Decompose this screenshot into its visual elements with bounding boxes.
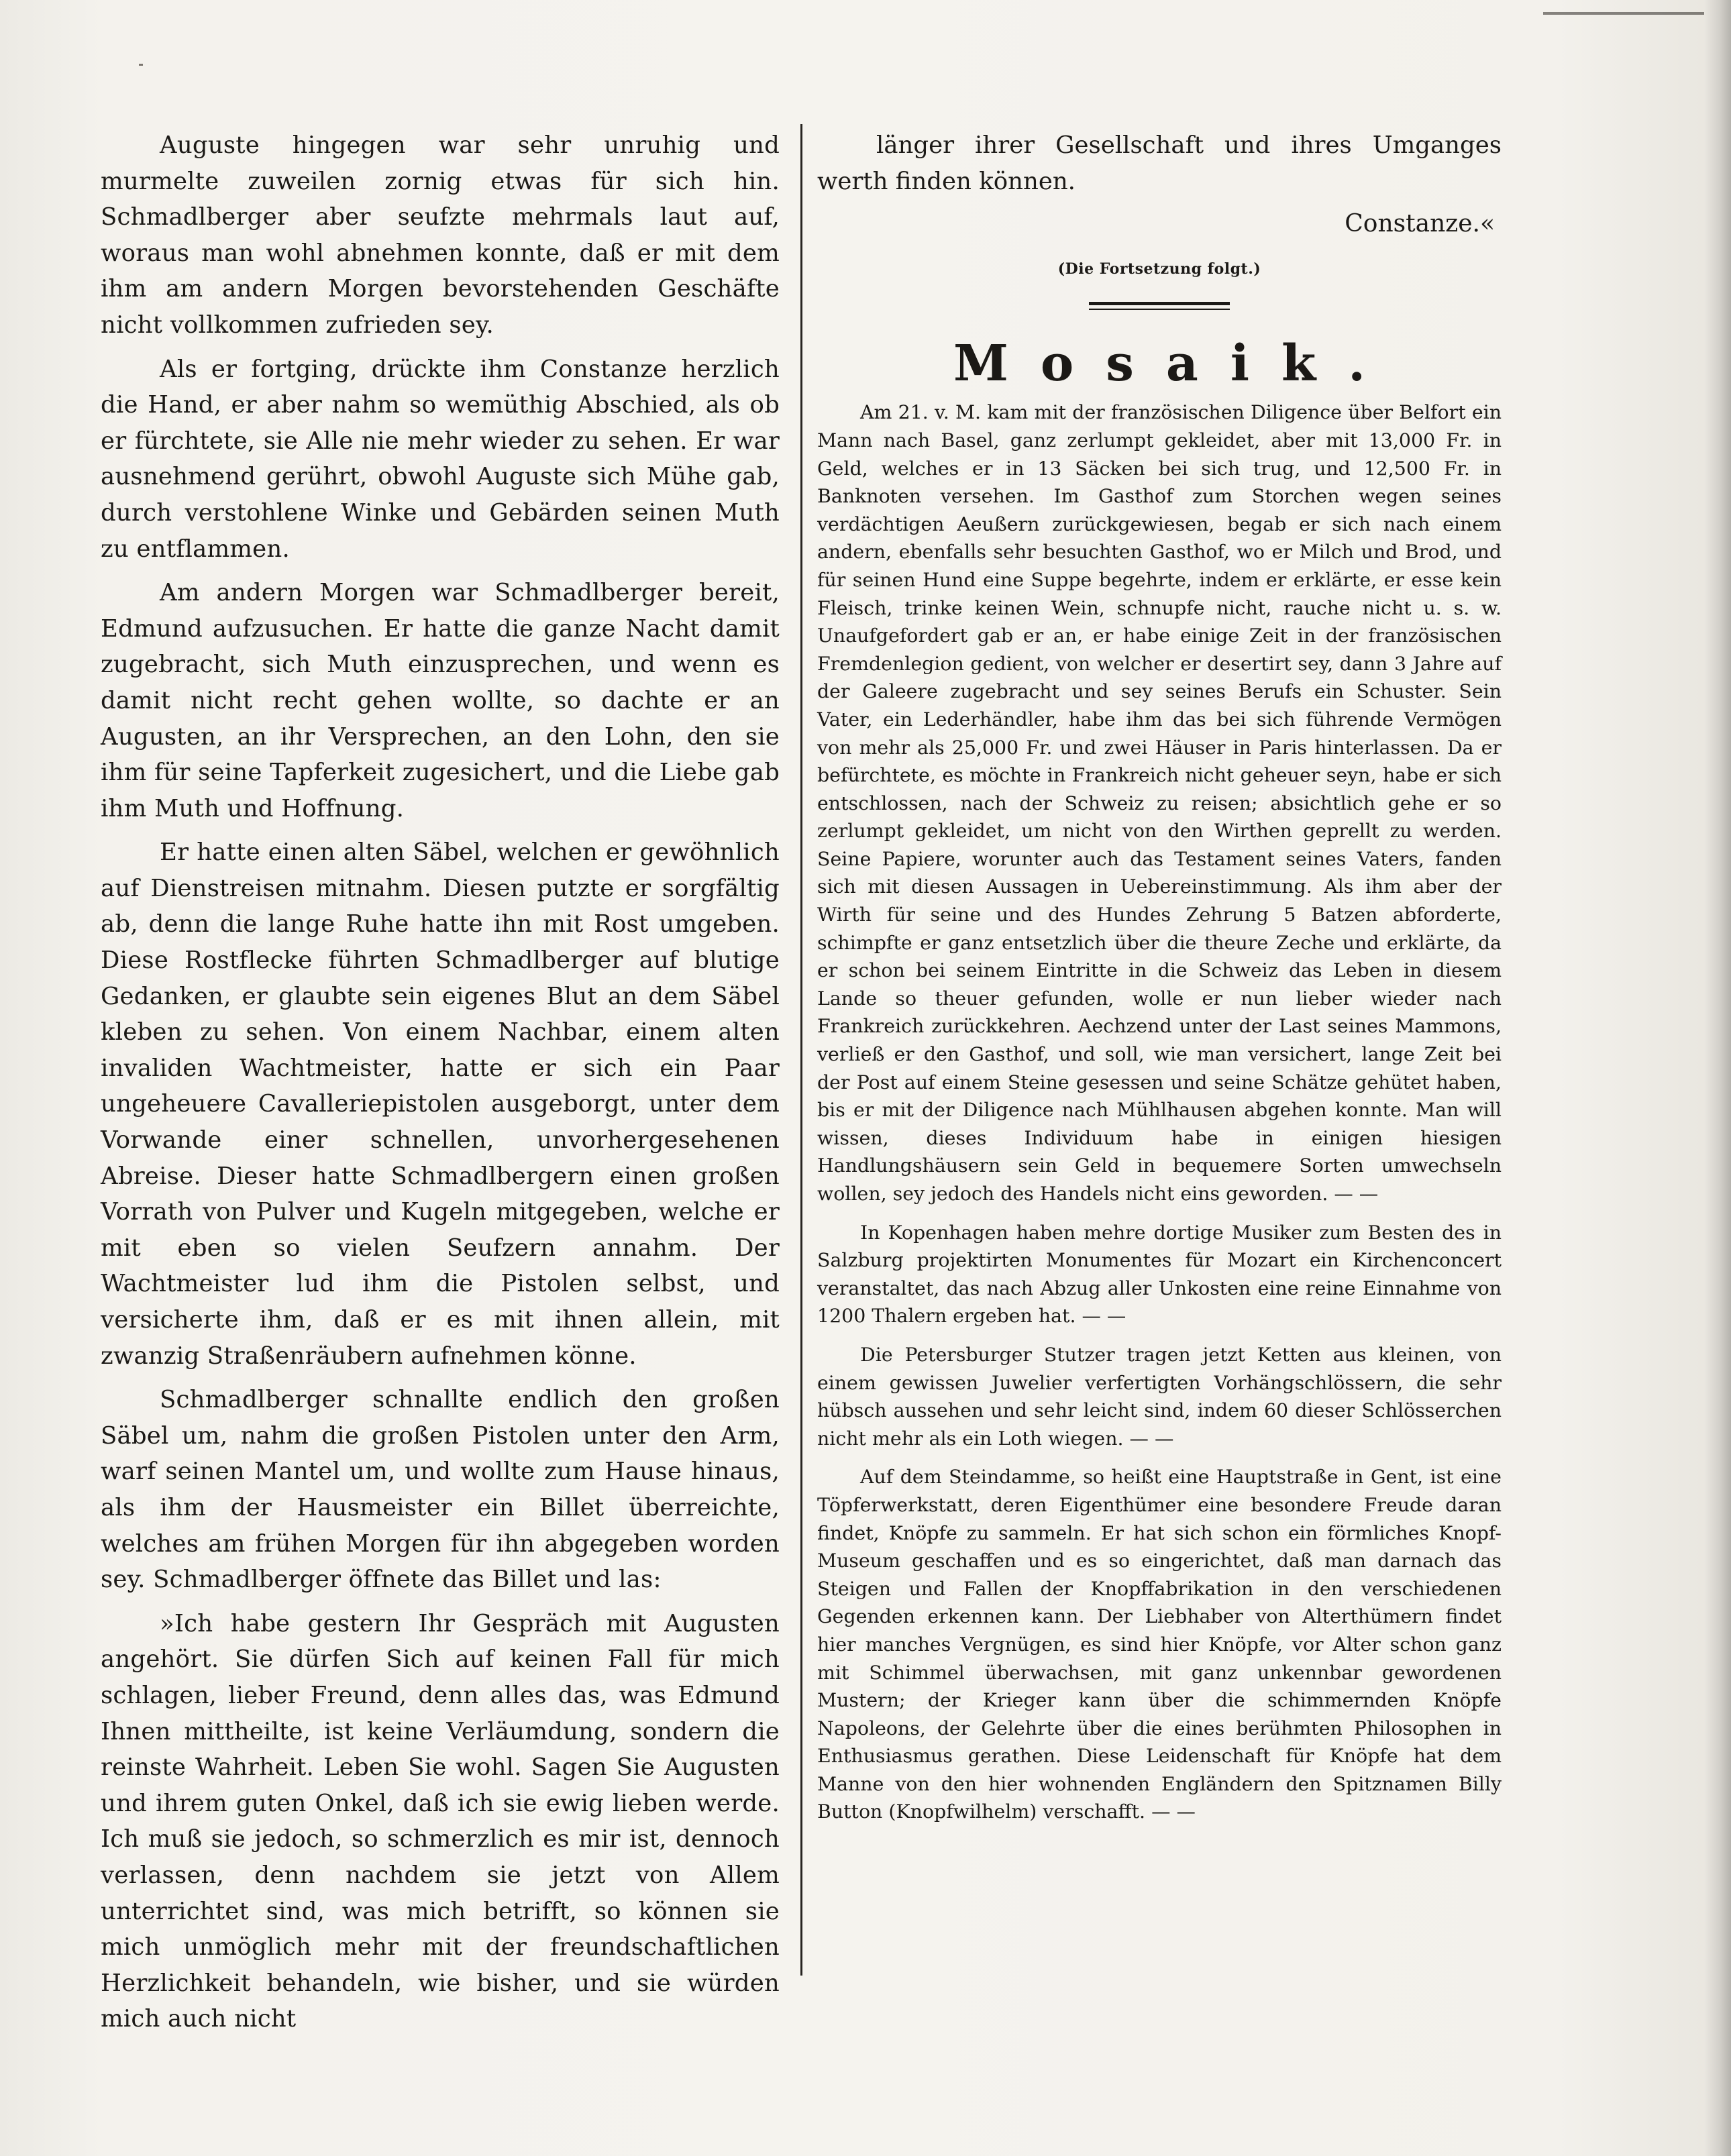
story-paragraph: Als er fortging, drückte ihm Constanze herzlich die Hand, er aber nahm so wemüthig Abschied, als ob er fürchtete, sie Alle nie mehr wieder zu sehen. Er war ausnehmend gerührt, obwohl Auguste sich Mühe gab, durch verstohlene Winke und Gebärden seinen Muth zu entflammen. <box>101 355 780 563</box>
continued-note: (Die Fortsetzung folgt.) <box>1057 260 1261 278</box>
story-paragraph: Auguste hingegen war sehr unruhig und murmelte zuweilen zornig etwas für sich hin. Schmadlberger aber seufzte mehrmals laut auf, woraus man wohl abnehmen konnte, daß er mit dem ihm am andern Morgen bevorstehenden Geschäfte nicht vollkommen zufrieden sey. <box>101 131 780 339</box>
right-column <box>817 127 1502 1826</box>
letter-signature: Constanze.« <box>1345 210 1495 238</box>
mosaik-section <box>817 398 1502 1826</box>
news-item: Am 21. v. M. kam mit der französischen Diligence über Belfort ein Mann nach Basel, ganz zerlumpt gekleidet, aber mit 13,000 Fr. in Geld, welches er in 13 Säcken bei sich trug, und 12,500 Fr. in Banknoten versehen. Im Gasthof zum Storchen wegen seines verdächtigen Aeußern zurückgewiesen, begab er sich nach einem andern, ebenfalls sehr besuchten Gasthof, wo er Milch und Brod, und für seinen Hund eine Suppe begehrte, indem er erklärte, er esse kein Fleisch, trinke keinen Wein, schnupfe nicht, rauche nicht u. s. w. Unaufgefordert gab er an, er habe einige Zeit in der französischen Fremdenlegion gedient, von welcher er desertirt sey, dann 3 Jahre auf der Galeere zugebracht und sey seines Berufs ein Schuster. Sein Vater, ein Lederhändler, habe ihm das bei sich führende Vermögen von mehr als 25,000 Fr. und zwei Häuser in Paris hinterlassen. Da er befürchtete, es möchte in Frankreich nicht geheuer seyn, habe er sich entschlossen, nach der Schweiz zu reisen; absichtlich gehe er so zerlumpt gekleidet, um nicht von den Wirthen geprellt zu werden. Seine Papiere, worunter auch das Testament seines Vaters, fanden sich mit diesen Aussagen in Uebereinstimmung. Als ihm aber der Wirth für seine und des Hundes Zehrung 5 Batzen abforderte, schimpfte er ganz entsetzlich über die theure Zeche und erklärte, da er schon bei seinem Eintritte in die Schweiz das Leben in diesem Lande so theuer gefunden, wolle er nun lieber wieder nach Frankreich zurückkehren. Aechzend unter der Last seines Mammons, verließ er den Gasthof, und soll, wie man versichert, lange Zeit bei der Post auf einem Steine gesessen und seine Schätze gehütet haben, bis er mit der Diligence nach Mühlhausen abgehen konnte. Man will wissen, dieses Individuum habe in einigen hiesigen Handlungshäusern sein Geld in bequemere Sorten umwechseln wollen, sey jedoch des Handels nicht eins geworden. — — <box>817 401 1502 1205</box>
story-paragraph: Am andern Morgen war Schmadlberger bereit, Edmund aufzusuchen. Er hatte die ganze Nacht damit zugebracht, sich Muth einzusprechen, und wenn es damit nicht recht gehen wollte, so dachte er an Augusten, an ihr Versprechen, an den Lohn, den sie ihm für seine Tapferkeit zugesichert, und die Liebe gab ihm Muth und Hoffnung. <box>101 579 780 822</box>
column-divider <box>800 124 802 1976</box>
pencil-mark <box>139 64 143 66</box>
section-separator-rule <box>1089 302 1230 310</box>
news-item: In Kopenhagen haben mehre dortige Musiker zum Besten des in Salzburg projektirten Monumentes für Mozart ein Kirchenconcert veranstaltet, das nach Abzug aller Unkosten eine reine Einnahme von 1200 Thalern ergeben hat. — — <box>817 1221 1502 1328</box>
section-title: Mosaik. <box>953 335 1398 393</box>
news-item: Auf dem Steindamme, so heißt eine Hauptstraße in Gent, ist eine Töpferwerkstatt, deren Eigenthümer eine besondere Freude daran findet, Knöpfe zu sammeln. Er hat sich schon ein förmliches Knopf-Museum geschaffen und es so eingerichtet, daß man darnach das Steigen und Fallen der Knopffabrikation in den verschiedenen Gegenden erkennen kann. Der Liebhaber von Alterthümern findet hier manches Vergnügen, es sind hier Knöpfe, vor Alter schon ganz mit Schimmel überwachsen, mit ganz unkennbar gewordenen Mustern; der Krieger kann über die schimmernden Knöpfe Napoleons, der Gelehrte über die eines berühmten Philosophen in Enthusiasmus gerathen. Diese Leidenschaft für Knöpfe hat dem Manne von den hier wohnenden Engländern den Spitznamen Billy Button (Knopfwilhelm) verschafft. — — <box>817 1466 1502 1823</box>
story-paragraph: Schmadlberger schnallte endlich den großen Säbel um, nahm die großen Pistolen unter den Arm, warf seinen Mantel um, und wollte zum Hause hinaus, als ihm der Hausmeister ein Billet überreichte, welches am frühen Morgen für ihn abgegeben worden sey. Schmadlberger öffnete das Billet und las: <box>101 1386 780 1594</box>
story-paragraph: Er hatte einen alten Säbel, welchen er gewöhnlich auf Dienstreisen mitnahm. Diesen putzte er sorgfältig ab, denn die lange Ruhe hatte ihn mit Rost umgeben. Diese Rostflecke führten Schmadlberger auf blutige Gedanken, er glaubte sein eigenes Blut an dem Säbel kleben zu sehen. Von einem Nachbar, einem alten invaliden Wachtmeister, hatte er sich ein Paar ungeheuere Cavalleriepistolen ausgeborgt, unter dem Vorwande einer schnellen, unvorhergesehenen Abreise. Dieser hatte Schmadlbergern einen großen Vorrath von Pulver und Kugeln mitgegeben, welche er mit eben so vielen Seufzern annahm. Der Wachtmeister lud ihm die Pistolen selbst, und versicherte ihm, daß er es mit ihnen allein, mit zwanzig Straßenräubern aufnehmen könne. <box>101 839 780 1370</box>
news-item: Die Petersburger Stutzer tragen jetzt Ketten aus kleinen, von einem gewissen Juwelier verfertigten Vorhängschlössern, die sehr hübsch aussehen und sehr leicht sind, indem 60 dieser Schlösserchen nicht mehr als ein Loth wiegen. — — <box>817 1343 1502 1450</box>
letter-continuation: länger ihrer Gesellschaft und ihres Umganges werth finden können. <box>817 131 1502 195</box>
letter-paragraph: »Ich habe gestern Ihr Gespräch mit Augusten angehört. Sie dürfen Sich auf keinen Fall für mich schlagen, lieber Freund, denn alles das, was Edmund Ihnen mittheilte, ist keine Verläumdung, sondern die reinste Wahrheit. Leben Sie wohl. Sagen Sie Augusten und ihrem guten Onkel, daß ich sie ewig lieben werde. Ich muß sie jedoch, so schmerzlich es mir ist, dennoch verlassen, denn nachdem sie jetzt von Allem unterrichtet sind, was mich betrifft, so können sie mich unmöglich mehr mit der freundschaftlichen Herzlichkeit behandeln, wie bisher, und sie würden mich auch nicht <box>101 1609 780 2033</box>
page-top-edge-mark <box>1543 12 1704 15</box>
page-binding-shadow <box>1704 0 1731 2156</box>
left-column <box>101 127 780 2037</box>
